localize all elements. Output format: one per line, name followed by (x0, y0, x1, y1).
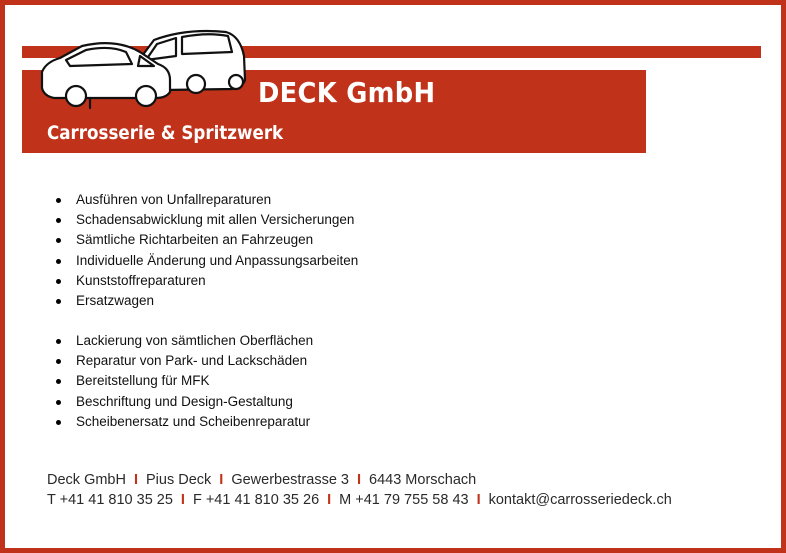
footer-separator: I (476, 492, 481, 508)
list-item: Beschriftung und Design-Gestaltung (55, 392, 313, 412)
footer-separator: I (180, 492, 185, 508)
footer-address (47, 472, 476, 488)
list-item: Bereitstellung für MFK (55, 371, 313, 391)
list-item: Lackierung von sämtlichen Oberflächen (55, 331, 313, 351)
footer-fax: F +41 41 810 35 26 (192, 492, 320, 508)
services-list-repairs (55, 190, 358, 311)
list-item: Kunststoffreparaturen (55, 271, 358, 291)
footer-contact (47, 492, 672, 508)
footer-separator: I (133, 472, 138, 488)
list-item: Individuelle Änderung und Anpassungsarbeiten (55, 251, 358, 271)
services-list-paint (55, 331, 313, 432)
footer-person: Pius Deck (146, 472, 212, 488)
footer-phone: T +41 41 810 35 25 (47, 492, 173, 508)
list-item: Schadensabwicklung mit allen Versicherungen (55, 210, 358, 230)
footer-separator: I (356, 472, 362, 488)
list-item: Sämtliche Richtarbeiten an Fahrzeugen (55, 230, 358, 250)
list-item: Reparatur von Park- und Lackschäden (55, 351, 313, 371)
footer-street: Gewerbestrasse 3 (231, 472, 349, 488)
footer-mobile: M +41 79 755 58 43 (339, 492, 469, 508)
list-item: Ausführen von Unfallreparaturen (55, 190, 358, 210)
footer-separator: I (327, 492, 332, 508)
footer-company: Deck GmbH (47, 472, 126, 488)
company-tagline: Carrosserie & Spritzwerk (47, 122, 284, 144)
company-name: DECK GmbH (258, 76, 436, 109)
list-item: Ersatzwagen (55, 291, 358, 311)
footer-email[interactable]: kontakt@carrosseriedeck.ch (488, 492, 672, 508)
footer-city: 6443 Morschach (369, 472, 477, 488)
list-item: Scheibenersatz und Scheibenreparatur (55, 412, 313, 432)
footer-separator: I (219, 472, 224, 488)
two-cars-icon (36, 26, 250, 112)
